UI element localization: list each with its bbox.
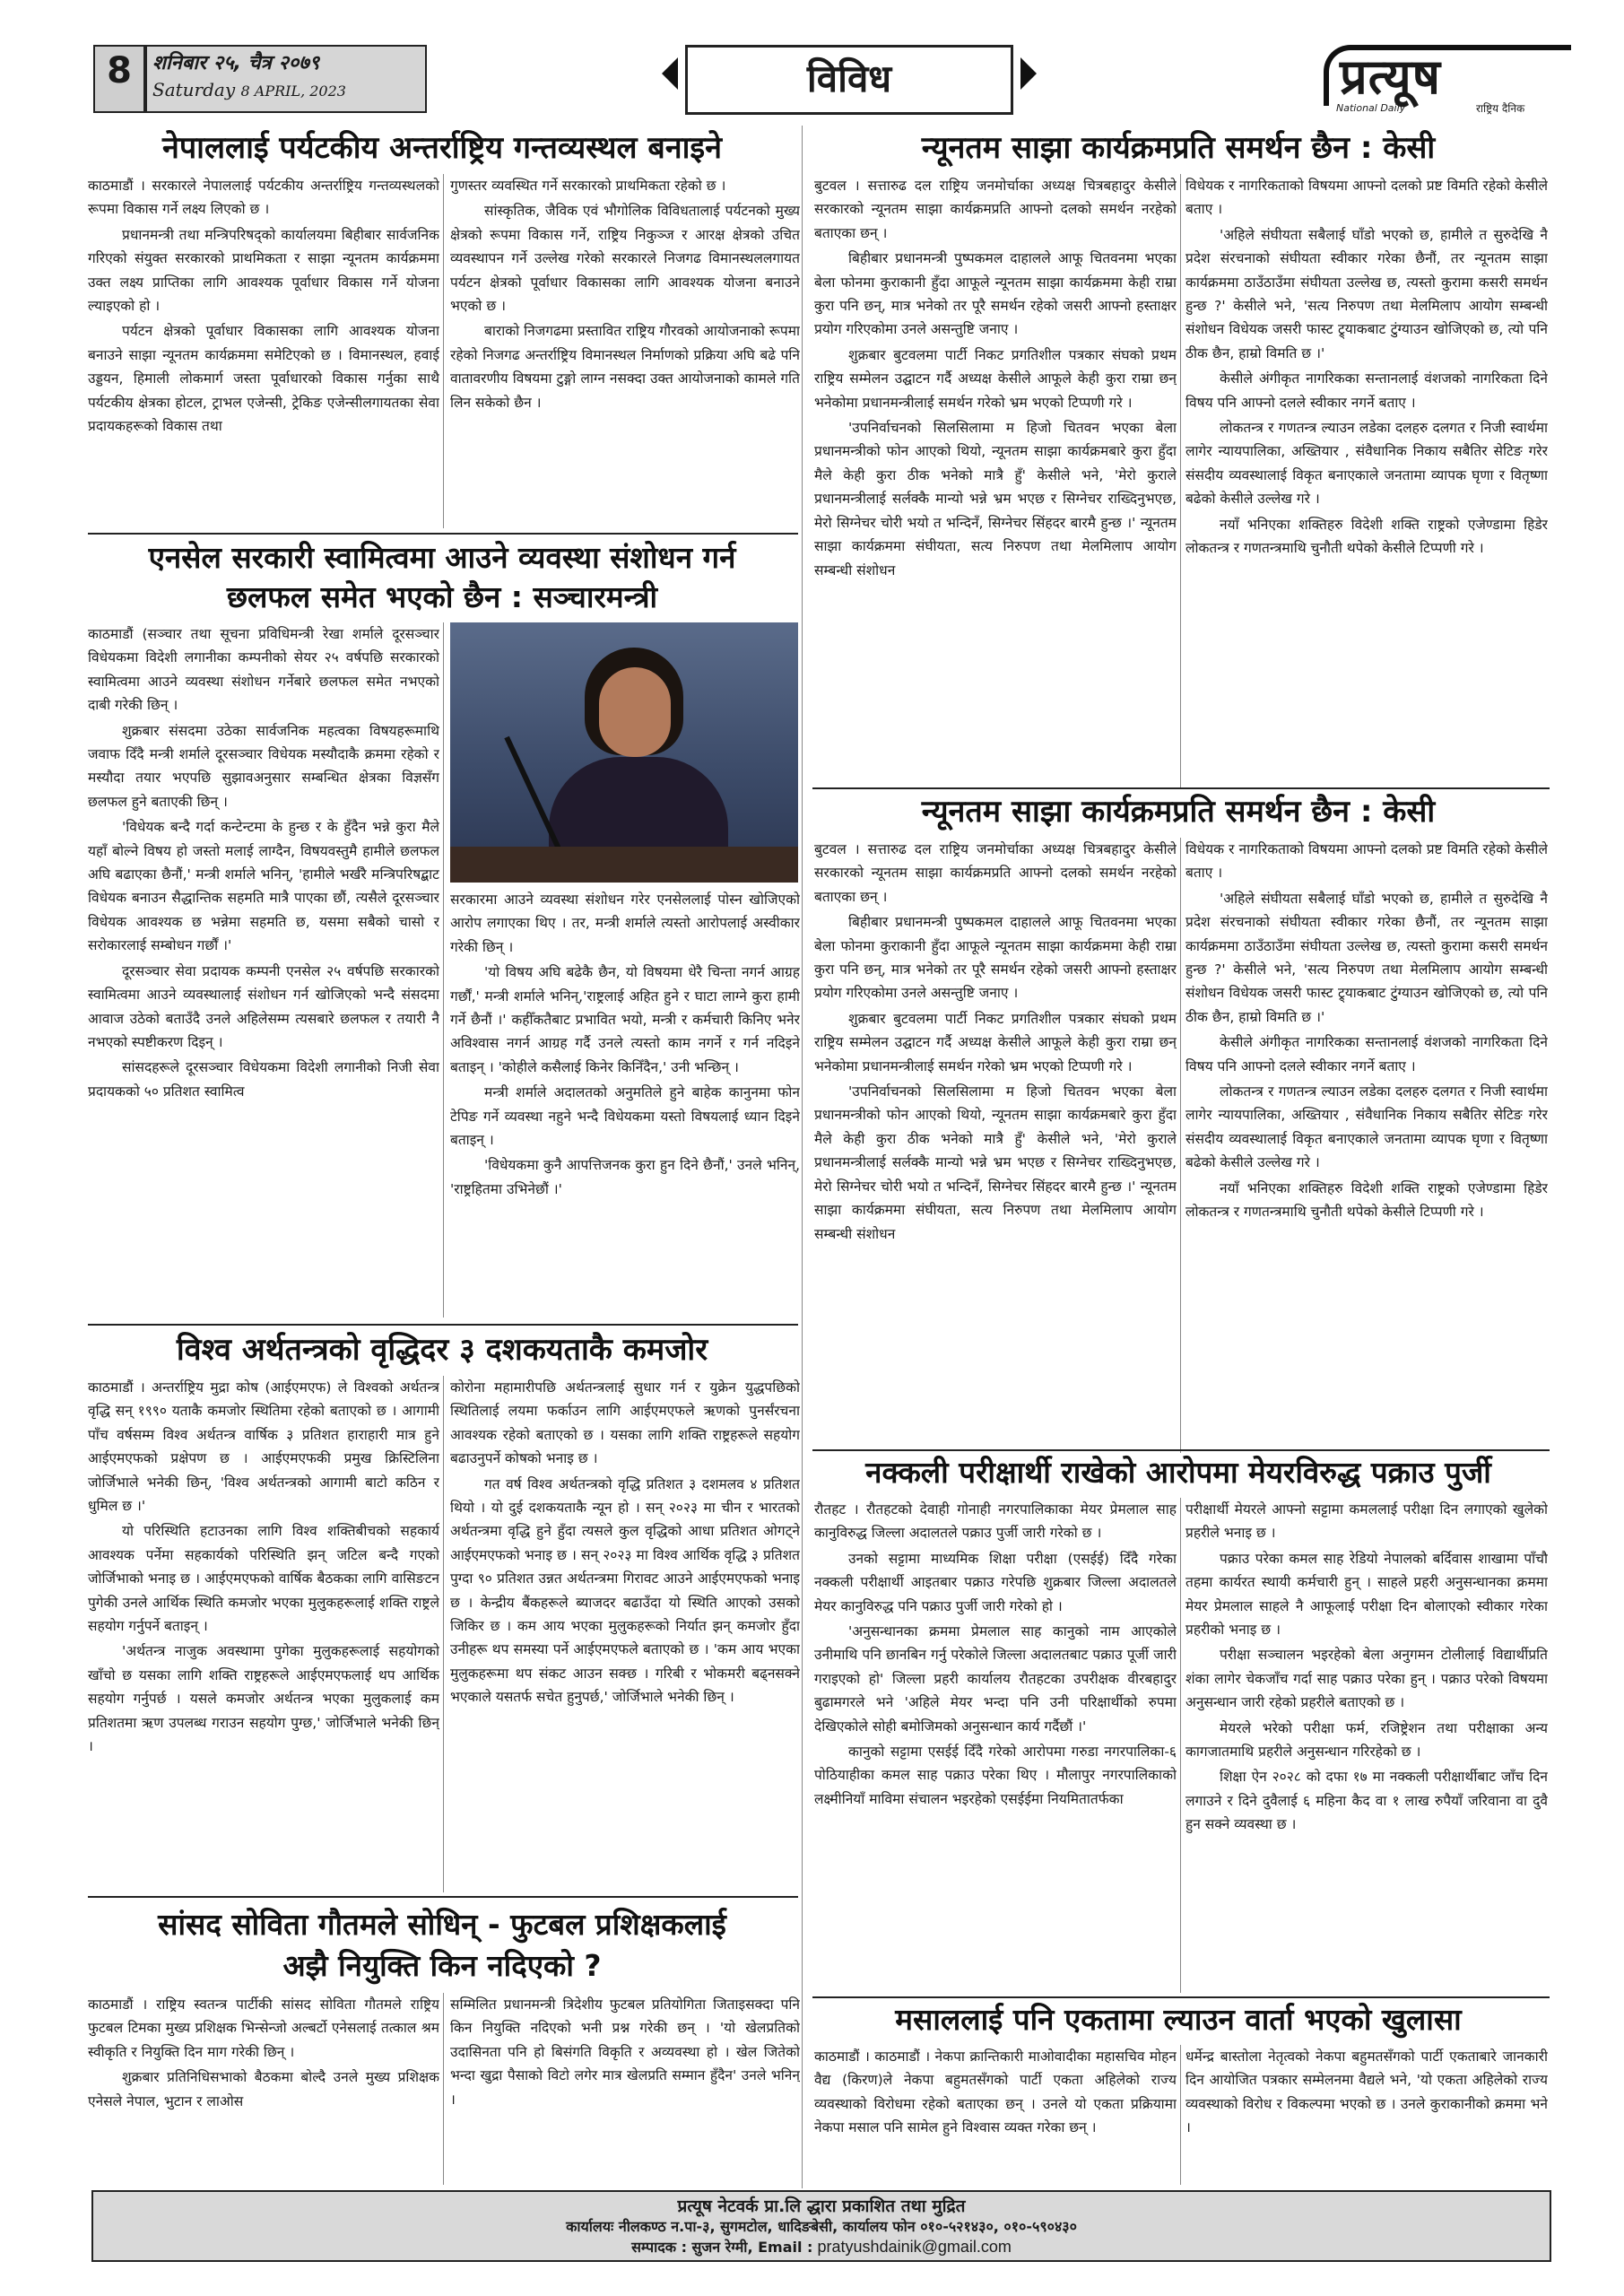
column-divider — [1180, 838, 1181, 1453]
logo-subtitle-right: राष्ट्रिय दैनिक — [1476, 102, 1525, 115]
column-divider-main — [802, 126, 803, 2188]
date-english-day: 8 APRIL, 2023 — [240, 83, 346, 100]
ncell-column-2 — [450, 888, 800, 1322]
headline-mayor: नक्कली परीक्षार्थी राखेको आरोपमा मेयरविरुद्ध पक्राउ पुर्जी — [865, 1455, 1491, 1490]
column-divider — [1180, 1498, 1181, 1993]
date-english-weekday: Saturday — [152, 79, 236, 100]
paragraph: 'अर्थतन्त्र नाजुक अवस्थामा पुगेका मुलुकहरूलाई सहयोगको खाँचो छ यसका लागि शक्ति राष्ट्रहरूले आईएमएफलाई थप आर्थिक सहयोग गर्नुपर्छ । यसले कमजोर अर्थतन्त्र भएका मुलुकलाई कम प्रतिशतमा ऋण उपलब्ध गराउन सहयोग पुग्छ,' जोर्जिभाले भनेकी छिन् । — [88, 1643, 439, 1755]
minister-photo — [450, 622, 798, 883]
headline-kc-first: न्यूनतम साझा कार्यक्रमप्रति समर्थन छैन : केसी — [921, 130, 1436, 166]
column-divider — [443, 174, 444, 528]
paragraph: मेयरले भरेको परीक्षा फर्म, रजिष्ट्रेशन तथा परीक्षाका अन्य कागजातमाथि प्रहरीले अनुसन्धान गरिरहेको छ । — [1185, 1719, 1548, 1761]
paragraph: सांस्कृतिक, जैविक एवं भौगोलिक विविधतालाई पर्यटनको मुख्य क्षेत्रको रूपमा विकास गर्ने, राष्ट्रिय निकुञ्ज र आरक्ष क्षेत्रको उचित व्यवस्थापन गर्ने उल्लेख गरेको सरकारले निजगढ विमानस्थललगायत पर्यटन क्षेत्रको पूर्वाधार विकासका लागि आवश्यक योजना बनाउने भएको छ । — [450, 203, 800, 315]
column-divider — [443, 1376, 444, 1892]
paragraph: 'विधेयकमा कुनै आपत्तिजनक कुरा हुन दिने छैनौं,' उनले भनिन्, 'राष्ट्रहितमा उभिनेछौं ।' — [450, 1157, 800, 1197]
paragraph: कानुको सट्टामा एसईई दिँदै गरेको आरोपमा गरुडा नगरपालिका-६ पोठियाहीका कमल साह पक्राउ परेका थिए । मौलापुर नगरपालिकाको लक्ष्मीनियाँ माविमा संचालन भइरहेको एसईईमा नियमितातर्फका — [814, 1744, 1177, 1807]
mayor-column-2 — [1185, 1498, 1548, 1996]
kc-first-column-2 — [1185, 174, 1548, 793]
ncell-column-1 — [88, 622, 439, 1322]
masthead — [88, 45, 1568, 115]
paragraph: नयाँ भनिएका शक्तिहरु विदेशी शक्ति राष्ट्रको एजेण्डामा हिडेर लोकतन्त्र र गणतन्त्रमाथि चुनौती थपेको केसीले टिप्पणी गरे । — [1185, 1179, 1548, 1221]
paragraph: परीक्षा सञ्चालन भइरहेको बेला अनुगमन टोलीलाई विद्यार्थीप्रति शंका लागेर चेकजाँच गर्दा साह पक्राउ परेका हुन् । पक्राउ परेको विषयमा अनुसन्धान जारी रहेको प्रहरीले बताएको छ । — [1185, 1647, 1548, 1711]
paragraph: काठमाडौं । राष्ट्रिय स्वतन्त्र पार्टीकी सांसद सोविता गौतमले राष्ट्रिय फुटबल टिमका मुख्य प्रशिक्षक भिन्सेन्जो अल्बर्टो एनेसलाई तत्काल श्रम स्वीकृति र नियुक्ति दिन माग गरेकी छिन् । — [88, 1996, 439, 2060]
article-divider — [88, 1324, 798, 1326]
headline-ncell-line-1: एनसेल सरकारी स्वामित्वमा आउने व्यवस्था संशोधन गर्न — [148, 540, 736, 575]
paragraph: विधेयक र नागरिकताको विषयमा आफ्नो दलको प्रष्ट विमति रहेको केसीले बताए । — [1185, 841, 1548, 882]
paragraph: शुक्रबार बुटवलमा पार्टी निकट प्रगतिशील पत्रकार संघको प्रथम राष्ट्रिय सम्मेलन उद्घाटन गर्दै अध्यक्ष केसीले आफूले केही कुरा राम्रा छन् भनेकोमा प्रधानमन्त्रीलाई समर्थन गरेको भ्रम भएको टिप्पणी गरे । — [814, 346, 1177, 411]
logo-text: प्रत्यूष — [1340, 48, 1441, 105]
mayor-column-1 — [814, 1498, 1177, 1996]
world-economy-column-2 — [450, 1376, 800, 1896]
paragraph: गुणस्तर व्यवस्थित गर्ने सरकारको प्राथमिकता रहेको छ । — [450, 178, 726, 194]
coach-column-1 — [88, 1993, 439, 2187]
paragraph: 'अहिले संघीयता सबैलाई घाँडो भएको छ, हामीले त सुरुदेखि नै प्रदेश संरचनाको संघीयता स्वीकार गरेका छैनौं, तर न्यूनतम साझा कार्यक्रममा ठाउँठाउँमा संघीयता उल्लेख छ, त्यस्तो कुरामा कसरी समर्थन हुन्छ ?' केसीले भने, 'सत्य निरुपण तथा मेलमिलाप आयोग सम्बन्धी संशोधन विधेयक जसरी फास्ट ट्र्याकबाट टुंग्याउन खोजिएको छ, त्यो पनि ठीक छैन, हाम्रो विमति छ ।' — [1185, 890, 1548, 1025]
logo-subtitle-left: National Daily — [1336, 102, 1406, 114]
paragraph: बुटवल । सत्तारुढ दल राष्ट्रिय जनमोर्चाका अध्यक्ष चित्रबहादुर केसीले सरकारको न्यूनतम साझा कार्यक्रमप्रति आफ्नो दलको समर्थन नरहेको बताएका छन् । — [814, 841, 1177, 905]
paragraph: बिहीबार प्रधानमन्त्री पुष्पकमल दाहालले आफू चितवनमा भएका बेला फोनमा कुराकानी हुँदा आफूले न्यूनतम साझा कार्यक्रममा केही राम्रा कुरा पनि छन्, मात्र भनेको तर पूरै समर्थन रहेको जसरी आफ्नो हस्ताक्षर प्रयोग गरिएकोमा उनले असन्तुष्टि जनाए । — [814, 250, 1177, 338]
paragraph: शिक्षा ऐन २०२८ को दफा १७ मा नक्कली परीक्षार्थीबाट जाँच दिन लगाउने र दिने दुवैलाई ६ महिना कैद वा १ लाख रुपैयाँ जरिवाना वा दुवै हुन सक्ने व्यवस्था छ । — [1185, 1769, 1548, 1833]
headline-coach-line-1: सांसद सोविता गौतमले सोधिन् - फुटबल प्रशिक्षकलाई — [158, 1907, 726, 1942]
kc-first-column-1 — [814, 174, 1177, 793]
column-divider — [443, 622, 444, 1318]
paragraph: 'अहिले संघीयता सबैलाई घाँडो भएको छ, हामीले त सुरुदेखि नै प्रदेश संरचनाको संघीयता स्वीकार गरेका छैनौं, तर न्यूनतम साझा कार्यक्रममा ठाउँठाउँमा संघीयता उल्लेख छ, त्यस्तो कुरामा कसरी समर्थन हुन्छ ?' केसीले भने, 'सत्य निरुपण तथा मेलमिलाप आयोग सम्बन्धी संशोधन विधेयक जसरी फास्ट ट्र्याकबाट टुंग्याउन खोजिएको छ, त्यो पनि ठीक छैन, हाम्रो विमति छ ।' — [1185, 226, 1548, 361]
headline-coach-line-2: अझै नियुक्ति किन नदिएको ? — [282, 1948, 602, 1983]
paragraph: सम्मिलित प्रधानमन्त्री त्रिदेशीय फुटबल प्रतियोगिता जिताइसक्दा पनि किन नियुक्ति नदिएको भनी प्रश्न गरेकी छन् । 'यो खेलप्रतिको उदासिनता पनि हो बिसंगति विकृति र अव्यवस्था हो । खेल जितेको भन्दा खुद्रा पैसाको विटो लगेर मात्र खेलप्रति सम्मान हुँदैन' उनले भनिन् । — [450, 1996, 800, 2108]
paragraph: पर्यटन क्षेत्रको पूर्वाधार विकासका लागि आवश्यक योजना बनाउने साझा न्यूनतम कार्यक्रममा समेटिएको छ । विमानस्थल, हवाई उड्डयन, हिमाली लोकमार्ग जस्ता पूर्वाधारको विकास गर्नुका साथै पर्यटकीय क्षेत्रका होटल, ट्राभल एजेन्सी, ट्रेकिङ एजेन्सीलगायतका सेवा प्रदायकहरूको विकास तथा — [88, 323, 439, 435]
page-number: 8 — [107, 50, 132, 91]
paragraph: धर्मेन्द्र बास्तोला नेतृत्वको नेकपा बहुमतसँगको पार्टी एकताबारे जानकारी दिन आयोजित पत्रकार सम्मेलनमा वैद्यले भने, 'यो एकता अहिलेको राज्य व्यवस्थाको विरोध र विकल्पमा भएको छ । उनले कुराकानीको क्रममा भने । — [1185, 2048, 1548, 2136]
paragraph: प्रधानमन्त्री तथा मन्त्रिपरिषद्को कार्यालयमा बिहीबार सार्वजनिक गरिएको संयुक्त सरकारको प्राथमिकता र साझा न्यूनतम कार्यक्रममा उक्त लक्ष्य प्राप्तिका लागि आवश्यक पूर्वाधार विकास गर्ने योजना ल्याइएको हो । — [88, 226, 439, 315]
paragraph: रौतहट । रौतहटको देवाही गोनाही नगरपालिकाका मेयर प्रेमलाल साह कानुविरुद्ध जिल्ला अदालतले पक्राउ पुर्जी जारी गरेको छ । — [814, 1501, 1177, 1542]
paragraph: उनको सट्टामा माध्यमिक शिक्षा परीक्षा (एसईई) दिँदै गरेका नक्कली परीक्षार्थी आइतबार पक्राउ गरेपछि शुक्रबार जिल्ला अदालतले मेयर कानुविरुद्ध पनि पक्राउ पुर्जी जारी गरेको हो । — [814, 1550, 1177, 1614]
paragraph: काठमाडौं । अन्तर्राष्ट्रिय मुद्रा कोष (आईएमएफ) ले विश्वको अर्थतन्त्र वृद्धि सन् १९९० यताकै कमजोर स्थितिमा रहेको बताएको छ । आगामी पाँच वर्षसम्म विश्व अर्थतन्त्र वार्षिक ३ प्रतिशत हाराहारी मात्र हुने आईएमएफको प्रक्षेपण छ । आईएमएफकी प्रमुख क्रिस्टिलिना जोर्जिभाले भनेकी छिन्, 'विश्व अर्थतन्त्रको आगामी बाटो कठिन र धुमिल छ ।' — [88, 1379, 439, 1515]
paragraph: काठमाडौं (सञ्चार तथा सूचना प्रविधिमन्त्री रेखा शर्माले दूरसञ्चार विधेयकमा विदेशी लगानीका कम्पनीको सेयर २५ वर्षपछि सरकारको स्वामित्वमा आउने व्यवस्था संशोधन गर्नेबारे छलफल समेत नभएको दाबी गरेकी छिन् । — [88, 626, 439, 714]
paragraph: 'उपनिर्वाचनको सिलसिलामा म हिजो चितवन भएका बेला प्रधानमन्त्रीको फोन आएको थियो, न्यूनतम साझा कार्यक्रमबारे कुरा हुँदा मैले केही कुरा ठीक भनेको मात्रै हुँ' केसीले भने, 'मेरो कुराले प्रधानमन्त्रीलाई सर्लक्कै मान्यो भन्ने भ्रम भएछ र सिग्नेचर राख्दिनुभएछ, मेरो सिग्नेचर चोरी भयो त भन्दिनँ, सिग्नेचर सिंहदर बारमै हुन्छ ।' न्यूनतम साझा कार्यक्रममा संघीयता, सत्य निरुपण तथा मेलमिलाप आयोग सम्बन्धी संशोधन — [814, 1083, 1177, 1242]
column-divider — [1180, 2045, 1181, 2185]
kc-second-column-2 — [1185, 838, 1548, 1457]
paragraph: काठमाडौं । सरकारले नेपाललाई पर्यटकीय अन्तर्राष्ट्रिय गन्तव्यस्थलको रूपमा विकास गर्ने लक्ष्य लिएको छ । — [88, 178, 439, 218]
headline-unity: मसाललाई पनि एकतामा ल्याउन वार्ता भएको खुलासा — [895, 2002, 1462, 2037]
section-title: विविध — [806, 57, 892, 100]
paragraph: सरकारमा आउने व्यवस्था संशोधन गरेर एनसेललाई पोस्न खोजिएको आरोप लगाएका थिए । तर, मन्त्री शर्माले त्यस्तो आरोपलाई अस्वीकार गरेकी छिन् । — [450, 891, 800, 955]
paragraph: बुटवल । सत्तारुढ दल राष्ट्रिय जनमोर्चाका अध्यक्ष चित्रबहादुर केसीले सरकारको न्यूनतम साझा कार्यक्रमप्रति आफ्नो दलको समर्थन नरहेको बताएका छन् । — [814, 178, 1177, 241]
date-nepali: शनिबार २५, चैत्र २०७९ — [152, 52, 320, 74]
paragraph: नयाँ भनिएका शक्तिहरु विदेशी शक्ति राष्ट्रको एजेण्डामा हिडेर लोकतन्त्र र गणतन्त्रमाथि चुनौती थपेको केसीले टिप्पणी गरे । — [1185, 516, 1548, 557]
unity-column-1 — [814, 2045, 1177, 2187]
paragraph: 'यो विषय अघि बढेकै छैन, यो विषयमा धेरै चिन्ता नगर्न आग्रह गर्छौं,' मन्त्री शर्माले भनिन्,'राष्ट्रलाई अहित हुने र घाटा लाग्ने कुरा हामी गर्ने छैनौं ।' कहीँकतैबाट प्रभावित भयो, मन्त्री र कर्मचारी किनिए भनेर अविश्वास नगर्न आग्रह गर्दै उनले त्यस्तो काम नगर्ने र गर्न नदिइने बताइन् । 'कोहीले कसैलाई किनेर किनिँदैन,' उनी भन्छिन् । — [450, 964, 800, 1075]
paragraph: बिहीबार प्रधानमन्त्री पुष्पकमल दाहालले आफू चितवनमा भएका बेला फोनमा कुराकानी हुँदा आफूले न्यूनतम साझा कार्यक्रममा केही राम्रा कुरा पनि छन्, मात्र भनेको तर पूरै समर्थन रहेको जसरी आफ्नो हस्ताक्षर प्रयोग गरिएकोमा उनले असन्तुष्टि जनाए । — [814, 914, 1177, 1002]
footer-address: कार्यालयः नीलकण्ठ न.पा-३, सुगमटोल, धादिङबेसी, कार्यालय फोन ०१०-५२१४३०, ०१०-५९०४३० — [566, 2218, 1077, 2235]
footer-email-link[interactable]: pratyushdainik@gmail.com — [817, 2238, 1012, 2256]
paragraph: काठमाडौं । काठमाडौं । नेकपा क्रान्तिकारी माओवादीका महासचिव मोहन वैद्य (किरण)ले नेकपा बहुमतसँगको पार्टी एकता अहिलेको राज्य व्यवस्थाको विरोधमा रहेको बताएका छन् । उनले यो एकता प्रक्रियामा नेकपा मसाल पनि सामेल हुने विश्वास व्यक्त गरेका छन् । — [814, 2048, 1177, 2136]
section-left-arrow-icon — [662, 57, 678, 90]
headline-kc-second: न्यूनतम साझा कार्यक्रमप्रति समर्थन छैन : केसी — [921, 794, 1436, 830]
paragraph: सांसदहरूले दूरसञ्चार विधेयकमा विदेशी लगानीको निजी सेवा प्रदायकको ५० प्रतिशत स्वामित्व — [88, 1059, 439, 1100]
photo-face — [599, 667, 671, 757]
paragraph: मन्त्री शर्माले अदालतको अनुमतिले हुने बाहेक कानुनमा फोन टेपिङ गर्ने व्यवस्था नहुने भन्दै विधेयकमा यस्तो विषयलाई ध्यान दिइने बताइन् । — [450, 1084, 800, 1149]
date-english — [152, 79, 346, 100]
paragraph: 'विधेयक बन्दै गर्दा कन्टेन्टमा के हुन्छ र के हुँदैन भन्ने कुरा मैले यहाँ बोल्ने विषय हो जस्तो मलाई लाग्दैन, विषयवस्तुमै हामीले छलफल अघि बढाएका छैनौं,' मन्त्री शर्माले भनिन्, 'हामीले भर्खरै मन्त्रिपरिषद्बाट विधेयक बनाउन सैद्धान्तिक सहमति मात्रै पाएका छौं, त्यसैले दूरसञ्चार विधेयक आवश्यक छ भन्नेमा सहमति छ, यसमा सबैको चासो र सरोकारलाई सम्बोधन गर्छौं ।' — [88, 819, 439, 954]
paragraph: गत वर्ष विश्व अर्थतन्त्रको वृद्धि प्रतिशत ३ दशमलव ४ प्रतिशत थियो । यो दुई दशकयताकै न्यून हो । सन् २०२३ मा चीन र भारतको अर्थतन्त्रमा वृद्धि हुने हुँदा त्यसले कुल वृद्धिको आधा प्रतिशत ओगट्ने आईएमएफको भनाइ छ । सन् २०२३ मा विश्व आर्थिक वृद्धि ३ प्रतिशत पुग्दा ९० प्रतिशत उन्नत अर्थतन्त्रमा गिरावट आउने आईएमएफको भनाइ छ । केन्द्रीय बैंकहरूले ब्याजदर बढाउँदा यो स्थिति आएको उसको जिकिर छ । कम आय भएका मुलुकहरूको निर्यात झन् कमजोर हुँदा उनीहरू थप समस्या पर्ने आईएमएफले बताएको छ । 'कम आय भएका मुलुकहरूमा थप संकट आउन सक्छ । गरिबी र भोकमरी बढ्नसक्ने भएकाले यसतर्फ सचेत हुनुपर्छ,' जोर्जिभाले भनेकी छिन् । — [450, 1475, 800, 1706]
footer-box — [91, 2190, 1551, 2262]
paragraph: लोकतन्त्र र गणतन्त्र ल्याउन लडेका दलहरु दलगत र निजी स्वार्थमा लागेर न्यायपालिका, अख्तियार , संवैधानिक निकाय सबैतिर सेटिङ गरेर संसदीय व्यवस्थालाई विकृत बनाएकाले जनतामा व्यापक घृणा र वितृष्णा बढेको केसीले उल्लेख गरे । — [1185, 420, 1548, 508]
paragraph: 'उपनिर्वाचनको सिलसिलामा म हिजो चितवन भएका बेला प्रधानमन्त्रीको फोन आएको थियो, न्यूनतम साझा कार्यक्रमबारे कुरा हुँदा मैले केही कुरा ठीक भनेको मात्रै हुँ' केसीले भने, 'मेरो कुराले प्रधानमन्त्रीलाई सर्लक्कै मान्यो भन्ने भ्रम भएछ र सिग्नेचर राख्दिनुभएछ, मेरो सिग्नेचर चोरी भयो त भन्दिनँ, सिग्नेचर सिंहदर बारमै हुन्छ ।' न्यूनतम साझा कार्यक्रममा संघीयता, सत्य निरुपण तथा मेलमिलाप आयोग सम्बन्धी संशोधन — [814, 420, 1177, 578]
headline-world-economy: विश्व अर्थतन्त्रको वृद्धिदर ३ दशकयताकै कमजोर — [176, 1332, 708, 1368]
section-right-arrow-icon — [1020, 57, 1037, 90]
paragraph: पक्राउ परेका कमल साह रेडियो नेपालको बर्दिवास शाखामा पाँचौ तहमा कार्यरत स्थायी कर्मचारी हुन् । साहले प्रहरी अनुसन्धानका क्रममा मेयर प्रेमलाल साहले नै आफूलाई परीक्षा दिन बोलाएको स्वीकार गरेका प्रहरीको भनाइ छ । — [1185, 1550, 1548, 1639]
logo — [1324, 45, 1568, 115]
paragraph: शुक्रबार संसदमा उठेका सार्वजनिक महत्वका विषयहरूमाथि जवाफ दिँदै मन्त्री शर्माले दूरसञ्चार विधेयक मस्यौदाकै क्रममा रहेको र मस्यौदा तयार भएपछि सुझावअनुसार सम्बन्धित क्षेत्रका विज्ञसँग छलफल हुने बताएकी छिन् । — [88, 722, 439, 810]
column-divider — [443, 1993, 444, 2185]
paragraph: यो परिस्थिति हटाउनका लागि विश्व शक्तिबीचको सहकार्य आवश्यक पर्नेमा सहकार्यको परिस्थिति झन् जटिल बन्दै गएको जोर्जिभाको भनाइ छ । आईएमएफको वार्षिक बैठकका लागि वासिङटन पुगेकी उनले आर्थिक स्थिति कमजोर भएका मुलुकहरूलाई शक्ति राष्ट्रले सहयोग गर्नुपर्ने बताइन् । — [88, 1523, 439, 1635]
column-divider — [1180, 174, 1181, 789]
paragraph: कोरोना महामारीपछि अर्थतन्त्रलाई सुधार गर्न र युक्रेन युद्धपछिको स्थितिलाई लयमा फर्काउन लागि आईएमएफले ऋणको पुनर्संरचना आवश्यक रहेको बताएको छ । यसका लागि शक्ति राष्ट्रहरूले सहयोग बढाउनुपर्ने कोषको भनाइ छ । — [450, 1379, 800, 1467]
article-divider — [88, 533, 798, 535]
paragraph: बाराको निजगढमा प्रस्तावित राष्ट्रिय गौरवको आयोजनाको रूपमा रहेको निजगढ अन्तर्राष्ट्रिय विमानस्थल निर्माणको प्रक्रिया अघि बढे पनि वातावरणीय विषयमा टुङ्गो लाग्न नसक्दा उक्त आयोजनाको कामले गति लिन सकेको छैन । — [450, 323, 800, 411]
paragraph: केसीले अंगीकृत नागरिकका सन्तानलाई वंशजको नागरिकता दिने विषय पनि आफ्नो दलले स्वीकार नगर्ने बताए । — [1185, 1034, 1548, 1074]
footer-editor-label: सम्पादक : सुजन रेग्मी, Email : — [631, 2239, 813, 2256]
tourism-column-2 — [450, 174, 800, 533]
paragraph: विधेयक र नागरिकताको विषयमा आफ्नो दलको प्रष्ट विमति रहेको केसीले बताए । — [1185, 178, 1548, 218]
world-economy-column-1 — [88, 1376, 439, 1896]
footer-publisher: प्रत्यूष नेटवर्क प्रा.लि द्धारा प्रकाशित तथा मुद्रित — [677, 2196, 966, 2216]
paragraph: 'अनुसन्धानका क्रममा प्रेमलाल साह कानुको नाम आएकोले उनीमाथि पनि छानबिन गर्नु परेकोले जिल्ला अदालतबाट पक्राउ पूर्जी जारी गराइएको हो' जिल्ला प्रहरी कार्यालय रौतहटका उपरीक्षक वीरबहादुर बुढामगरले भने 'अहिले मेयर भन्दा पनि उनी परिक्षार्थीको रुपमा देखिएकोले सोही बमोजिमको अनुसन्धान कार्य गर्दैछौं ।' — [814, 1623, 1177, 1735]
paragraph: परीक्षार्थी मेयरले आफ्नो सट्टामा कमललाई परीक्षा दिन लगाएको खुलेको प्रहरीले भनाइ छ । — [1185, 1501, 1548, 1542]
paragraph: शुक्रबार बुटवलमा पार्टी निकट प्रगतिशील पत्रकार संघको प्रथम राष्ट्रिय सम्मेलन उद्घाटन गर्दै अध्यक्ष केसीले आफूले केही कुरा राम्रा छन् भनेकोमा प्रधानमन्त्रीलाई समर्थन गरेको भ्रम भएको टिप्पणी गरे । — [814, 1010, 1177, 1074]
headline-ncell-line-2: छलफल समेत भएको छैन : सञ्चारमन्त्री — [226, 579, 658, 614]
photo-podium — [450, 847, 798, 883]
article-divider — [88, 1896, 798, 1898]
paragraph: केसीले अंगीकृत नागरिकका सन्तानलाई वंशजको नागरिकता दिने विषय पनि आफ्नो दलले स्वीकार नगर्ने बताए । — [1185, 370, 1548, 411]
headline-tourism: नेपाललाई पर्यटकीय अन्तर्राष्ट्रिय गन्तव्यस्थल बनाइने — [162, 130, 722, 166]
paragraph: शुक्रबार प्रतिनिधिसभाको बैठकमा बोल्दै उनले मुख्य प्रशिक्षक एनेसले नेपाल, भुटान र लाओस — [88, 2069, 439, 2109]
tourism-column-1 — [88, 174, 439, 533]
paragraph: लोकतन्त्र र गणतन्त्र ल्याउन लडेका दलहरु दलगत र निजी स्वार्थमा लागेर न्यायपालिका, अख्तियार , संवैधानिक निकाय सबैतिर सेटिङ गरेर संसदीय व्यवस्थालाई विकृत बनाएकाले जनतामा व्यापक घृणा र वितृष्णा बढेको केसीले उल्लेख गरे । — [1185, 1083, 1548, 1171]
kc-second-column-1 — [814, 838, 1177, 1457]
footer-editor — [93, 2237, 1550, 2257]
paragraph: दूरसञ्चार सेवा प्रदायक कम्पनी एनसेल २५ वर्षपछि सरकारको स्वामित्वमा आउने व्यवस्थालाई संशोधन गर्न खोजिएको भन्दै संसदमा आवाज उठेको बताउँदै उनले अहिलेसम्म त्यसबारे छलफल र तयारी नै नभएको स्पष्टीकरण दिइन् । — [88, 962, 439, 1050]
unity-column-2 — [1185, 2045, 1548, 2187]
coach-column-2 — [450, 1993, 800, 2187]
